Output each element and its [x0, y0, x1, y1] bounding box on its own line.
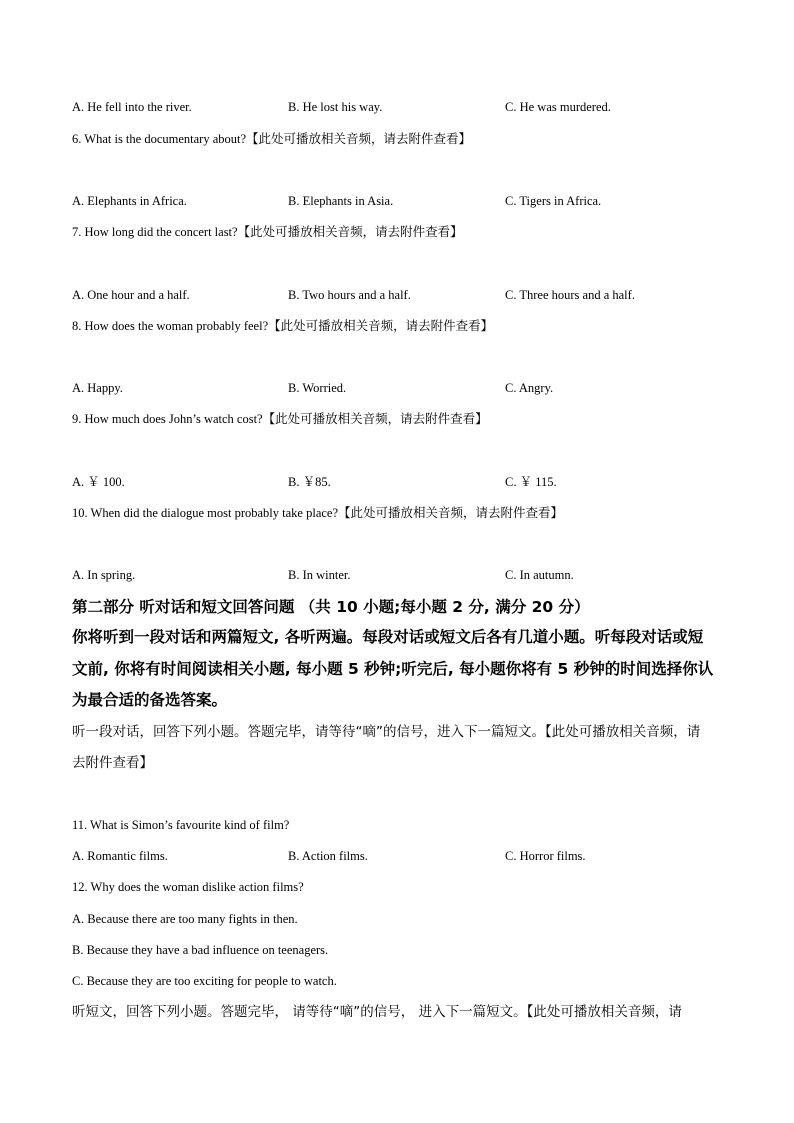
q9-option-c: C. ￥ 115.	[505, 475, 557, 489]
q9-option-a: A. ￥ 100.	[72, 475, 125, 489]
dialogue-note-line: 听一段对话，回答下列小题。答题完毕，请等待“嘀”的信号，进入下一篇短文。【此处可播放相关音频，请	[72, 724, 701, 740]
q11-option-b: B. Action films.	[288, 849, 368, 863]
q5-option-a: A. He fell into the river.	[72, 100, 192, 114]
q9-option-b: B. ￥85.	[288, 475, 331, 489]
section2-instruction-line: 你将听到一段对话和两篇短文, 各听两遍。每段对话或短文后各有几道小题。听每段对话或短	[72, 628, 704, 646]
q11-option-c: C. Horror films.	[505, 849, 586, 863]
q7-option-c: C. Three hours and a half.	[505, 288, 635, 302]
q11-option-a: A. Romantic films.	[72, 849, 168, 863]
q10-option-b: B. In winter.	[288, 568, 351, 582]
q6-option-b: B. Elephants in Asia.	[288, 194, 394, 208]
q9-stem: 9. How much does John’s watch cost?【此处可播放相关音频，请去附件查看】	[72, 412, 488, 426]
q12-stem: 12. Why does the woman dislike action films?	[72, 880, 304, 894]
q7-option-a: A. One hour and a half.	[72, 288, 190, 302]
q10-option-a: A. In spring.	[72, 568, 136, 582]
q8-option-c: C. Angry.	[505, 381, 554, 395]
q12-option-b: B. Because they have a bad influence on teenagers.	[72, 943, 329, 957]
q5-option-b: B. He lost his way.	[288, 100, 383, 114]
q5-option-c: C. He was murdered.	[505, 100, 611, 114]
q6-stem: 6. What is the documentary about?【此处可播放相关音频，请去附件查看】	[72, 132, 472, 146]
q8-stem: 8. How does the woman probably feel?【此处可播放相关音频，请去附件查看】	[72, 319, 494, 333]
section2-instruction-line: 为最合适的备选答案。	[72, 691, 228, 709]
q11-stem: 11. What is Simon’s favourite kind of film?	[72, 818, 290, 832]
q8-option-b: B. Worried.	[288, 381, 347, 395]
q8-option-a: A. Happy.	[72, 381, 123, 395]
q12-option-c: C. Because they are too exciting for people to watch.	[72, 974, 337, 988]
passage-note: 听短文，回答下列小题。答题完毕， 请等待“嘀”的信号， 进入下一篇短文。【此处可播放相关音频，请	[72, 1004, 682, 1020]
q12-option-a: A. Because there are too many fights in then.	[72, 912, 298, 926]
q10-option-c: C. In autumn.	[505, 568, 574, 582]
q6-option-c: C. Tigers in Africa.	[505, 194, 602, 208]
section2-instruction-line: 文前, 你将有时间阅读相关小题, 每小题 5 秒钟;听完后, 每小题你将有 5 秒钟的时间选择你认	[72, 660, 714, 678]
dialogue-note-line: 去附件查看】	[72, 755, 153, 771]
section2-heading: 第二部分 听对话和短文回答问题 （共 10 小题;每小题 2 分, 满分 20 分）	[72, 598, 590, 616]
q7-option-b: B. Two hours and a half.	[288, 288, 411, 302]
q6-option-a: A. Elephants in Africa.	[72, 194, 187, 208]
q10-stem: 10. When did the dialogue most probably take place?【此处可播放相关音频，请去附件查看】	[72, 506, 564, 520]
q7-stem: 7. How long did the concert last?【此处可播放相关音频，请去附件查看】	[72, 225, 463, 239]
